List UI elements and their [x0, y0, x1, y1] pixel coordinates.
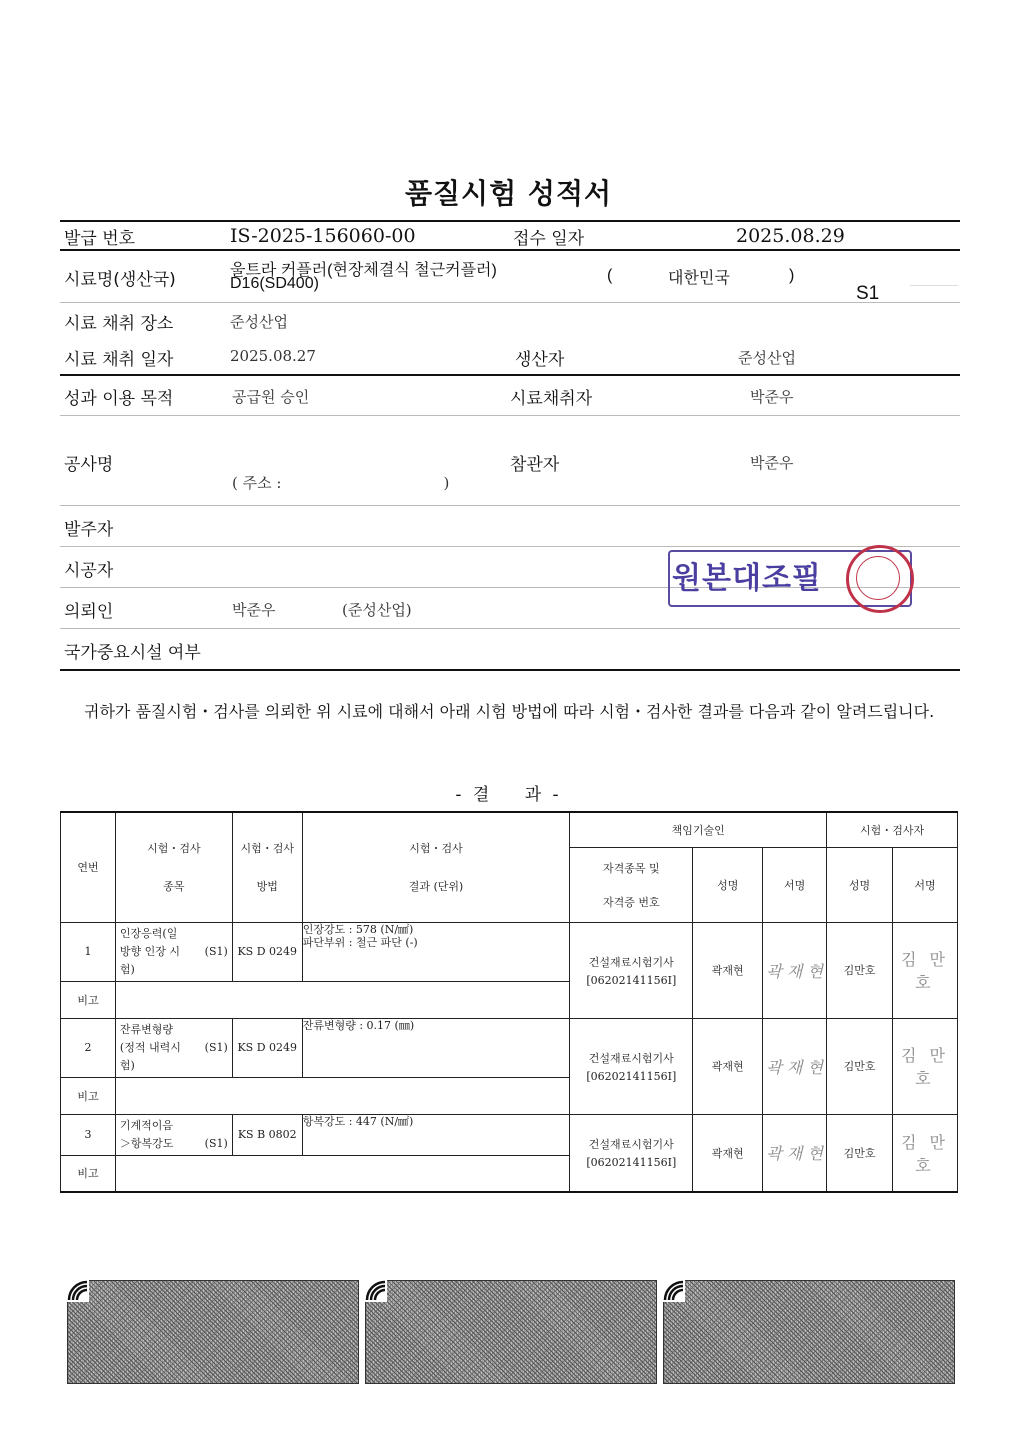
- barcode-corner-icon: [365, 1280, 387, 1302]
- row-tester-name: 김만호: [827, 1018, 893, 1114]
- row-item-sample: (S1): [204, 1136, 228, 1150]
- country-open-paren: (: [607, 267, 613, 284]
- header-no: 연번: [61, 812, 116, 922]
- sample-code: S1: [856, 283, 880, 304]
- barcode-2: [365, 1280, 657, 1384]
- header-bottom-rule: [60, 669, 960, 671]
- issue-no-label: 발급 번호: [64, 229, 136, 249]
- header-item-line2: 종목: [163, 880, 185, 894]
- header-rule-8: [60, 628, 960, 629]
- row-method: KS B 0802: [232, 1114, 302, 1155]
- header-engineer-name: 성명: [693, 847, 763, 922]
- row-remark-label: 비고: [61, 1155, 116, 1192]
- row-no: 1: [61, 922, 116, 981]
- sample-name-line1: 울트라 커플러(현장체결식 철근커플러): [230, 262, 497, 279]
- row-qualification: [570, 1114, 693, 1192]
- results-title-suffix: 과 -: [524, 785, 562, 805]
- observer: 박준우: [750, 454, 794, 472]
- sampling-place: 준성산업: [230, 313, 288, 331]
- header-engineer: 책임기술인: [570, 812, 827, 847]
- header-method-line2: 방법: [256, 880, 278, 894]
- row-qualification-no: [06202141156I]: [586, 973, 677, 987]
- sampling-date: 2025.08.27: [230, 347, 316, 365]
- header-tester-name: 성명: [827, 847, 893, 922]
- purpose-label: 성과 이용 목적: [64, 389, 174, 409]
- results-title: [0, 780, 1017, 805]
- producer-label: 생산자: [515, 350, 565, 370]
- certified-copy-stamp-text: 원본대조필: [672, 561, 822, 596]
- client-label: 의뢰인: [64, 602, 114, 622]
- row-tester-signature: 김 만 호: [893, 922, 958, 1018]
- row-remark-value: [115, 981, 569, 1018]
- row-no: 3: [61, 1114, 116, 1155]
- row-qualification-no: [06202141156I]: [586, 1069, 677, 1083]
- header-rule-1: [60, 249, 960, 251]
- sample-code-rule: [910, 285, 958, 286]
- row-qualification-name: 건설재료시험기사: [588, 1138, 674, 1152]
- row-item-line: 잔류변형량: [119, 1022, 174, 1036]
- row-engineer-name: 곽재현: [693, 1114, 763, 1192]
- header-result-line1: 시험・검사: [409, 842, 463, 856]
- header-result: [302, 812, 570, 922]
- row-remark-value: [115, 1077, 569, 1114]
- row-remark-label: 비고: [61, 1077, 116, 1114]
- results-title-prefix: - 결: [455, 785, 493, 805]
- header-item-line1: 시험・검사: [147, 842, 201, 856]
- header-item: [115, 812, 232, 922]
- header-qualification: [570, 847, 693, 922]
- row-item: [115, 922, 232, 981]
- row-remark-value: [115, 1155, 569, 1192]
- row-engineer-name: 곽재현: [693, 1018, 763, 1114]
- row-result: [302, 1018, 570, 1077]
- intro-paragraph: 귀하가 품질시험・검사를 의뢰한 위 시료에 대해서 아래 시험 방법에 따라 시험・검사한 결과를 다음과 같이 알려드립니다.: [84, 702, 935, 721]
- barcode-3: [663, 1280, 955, 1384]
- row-engineer-signature: 곽 재 현: [763, 1114, 827, 1192]
- row-qualification-name: 건설재료시험기사: [588, 1051, 674, 1065]
- row-result-line: 파단부위 : 철근 파단 (-): [302, 935, 418, 949]
- row-engineer-signature: 곽 재 현: [763, 922, 827, 1018]
- receipt-date-label: 접수 일자: [513, 229, 585, 249]
- row-result-line: 항복강도 : 447 (N/㎟): [302, 1114, 414, 1128]
- observer-label: 참관자: [510, 455, 560, 475]
- producer: 준성산업: [738, 349, 796, 367]
- results-table: [60, 811, 958, 1193]
- country-close-paren: ): [789, 267, 795, 284]
- row-result: [302, 922, 570, 981]
- header-rule-2: [60, 302, 960, 303]
- row-qualification: [570, 1018, 693, 1114]
- row-item-sample: (S1): [204, 944, 228, 958]
- header-rule-3: [60, 374, 960, 376]
- row-qualification-name: 건설재료시험기사: [588, 955, 674, 969]
- row-remark-label: 비고: [61, 981, 116, 1018]
- issue-no: IS-2025-156060-00: [230, 225, 416, 247]
- sampler: 박준우: [750, 388, 794, 406]
- row-tester-signature: 김 만 호: [893, 1114, 958, 1192]
- barcode-corner-icon: [67, 1280, 89, 1302]
- country: 대한민국: [668, 270, 730, 287]
- row-item-line: 기계적이음: [119, 1118, 174, 1132]
- header-engineer-sign: 서명: [763, 847, 827, 922]
- row-item: [115, 1018, 232, 1077]
- sampler-label: 시료채취자: [510, 389, 593, 409]
- row-item-line: ＞항복강도: [119, 1136, 174, 1150]
- sample-name-line2: D16(SD400): [230, 275, 319, 292]
- row-item-line: 인장응력(일: [119, 926, 178, 940]
- page-title: 품질시험 성적서: [404, 177, 613, 210]
- row-qualification-no: [06202141156I]: [586, 1156, 677, 1170]
- contractor-label: 시공자: [64, 561, 114, 581]
- header-qualification-line1: 자격종목 및: [602, 861, 660, 875]
- seal-stamp-inner: [856, 556, 900, 600]
- table-row: [61, 922, 958, 981]
- orderer-label: 발주자: [64, 520, 114, 540]
- receipt-date: 2025.08.29: [736, 225, 845, 247]
- row-method: KS D 0249: [232, 1018, 302, 1077]
- sampling-date-label: 시료 채취 일자: [64, 350, 174, 370]
- row-tester-name: 김만호: [827, 922, 893, 1018]
- header-tester-sign: 서명: [893, 847, 958, 922]
- header-result-line2: 결과 (단위): [408, 880, 464, 894]
- row-result-line: 인장강도 : 578 (N/㎟): [302, 922, 414, 936]
- header-rule-4: [60, 415, 960, 416]
- barcode-corner-icon: [663, 1280, 685, 1302]
- row-tester-name: 김만호: [827, 1114, 893, 1192]
- header-method-line1: 시험・검사: [240, 842, 295, 856]
- row-item-sample: (S1): [204, 1040, 228, 1054]
- table-row: [61, 1018, 958, 1077]
- project-label: 공사명: [64, 455, 114, 475]
- barcode-1: [67, 1280, 359, 1384]
- row-item-line: 험): [119, 962, 135, 976]
- row-item: [115, 1114, 232, 1155]
- header-method: [232, 812, 302, 922]
- row-tester-signature: 김 만 호: [893, 1018, 958, 1114]
- purpose: 공급원 승인: [232, 388, 310, 406]
- project-address: ( 주소 : ): [232, 474, 450, 492]
- row-item-line: 험): [119, 1058, 135, 1072]
- row-method: KS D 0249: [232, 922, 302, 981]
- table-row: [61, 1114, 958, 1155]
- sample-name-label: 시료명(생산국): [64, 270, 176, 290]
- header-top-rule: [60, 220, 960, 222]
- sampling-place-label: 시료 채취 장소: [64, 314, 174, 334]
- row-engineer-name: 곽재현: [693, 922, 763, 1018]
- row-qualification: [570, 922, 693, 1018]
- header-rule-5: [60, 505, 960, 506]
- row-result: [302, 1114, 570, 1155]
- row-no: 2: [61, 1018, 116, 1077]
- client-company: (준성산업): [342, 601, 412, 619]
- client: 박준우: [232, 601, 276, 619]
- header-rule-6: [60, 546, 960, 547]
- header-qualification-line2: 자격증 번호: [602, 895, 660, 909]
- header-tester: 시험・검사자: [827, 812, 958, 847]
- national-facility-label: 국가중요시설 여부: [64, 643, 201, 663]
- row-result-line: 잔류변형량 : 0.17 (㎜): [302, 1018, 415, 1032]
- row-engineer-signature: 곽 재 현: [763, 1018, 827, 1114]
- row-item-line: 방향 인장 시: [119, 944, 181, 958]
- row-item-line: (정적 내력시: [119, 1040, 181, 1054]
